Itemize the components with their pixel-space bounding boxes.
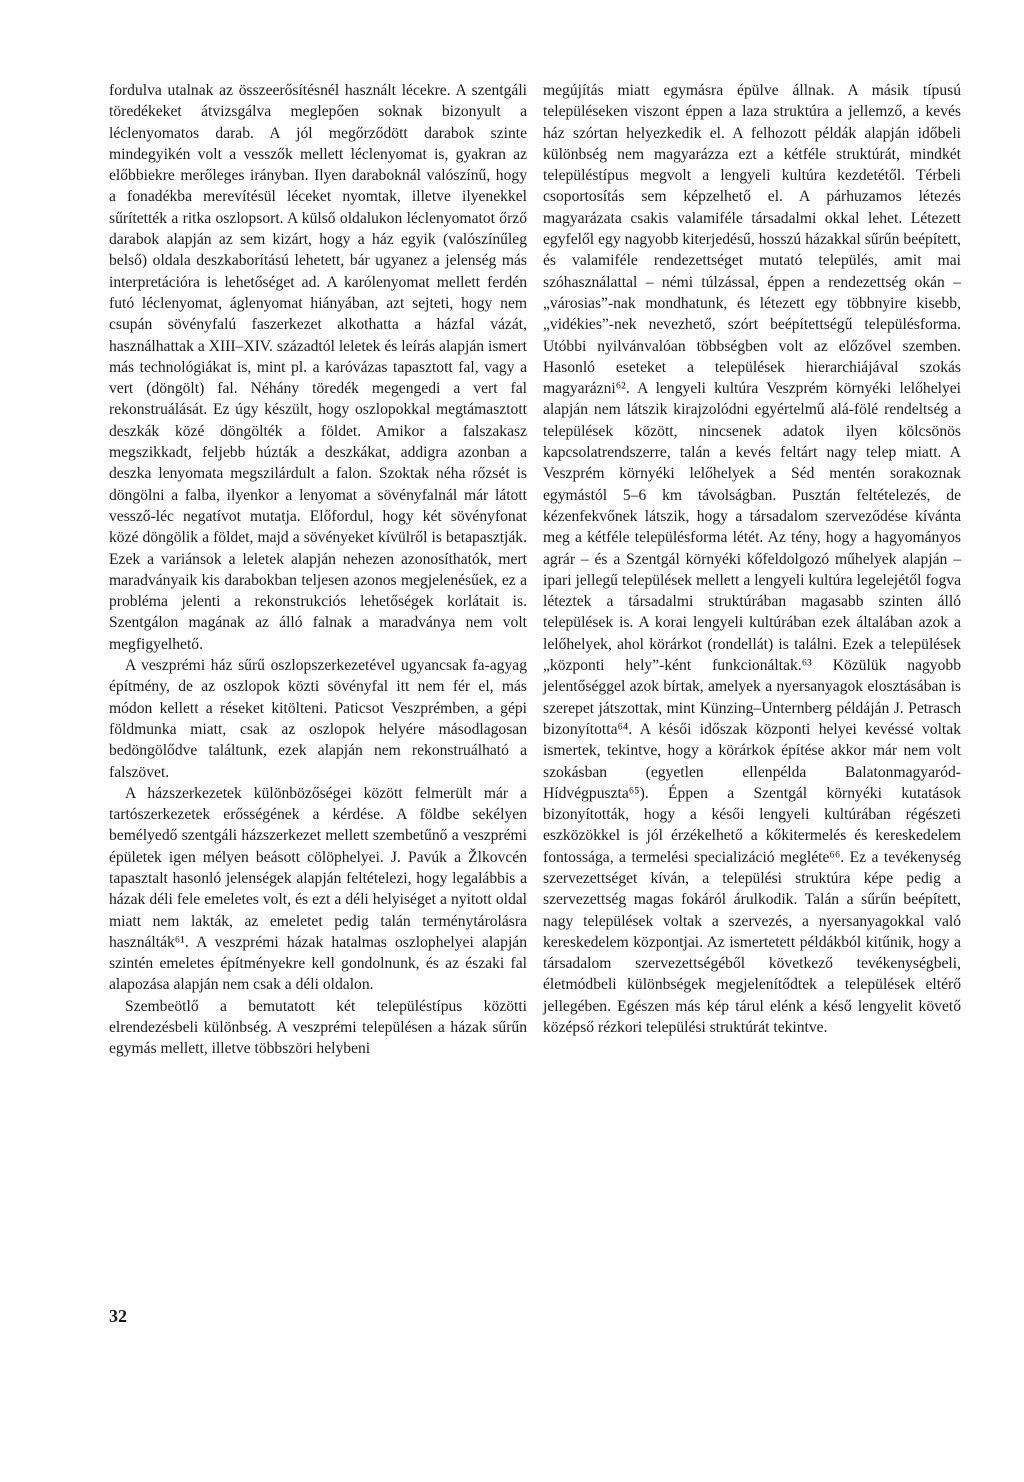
paragraph: Szembeötlő a bemutatott két településtípus közötti elrendezésbeli különbség. A veszprémi településen a házak sűrűn egymás mellett, illetve többszöri helybeni [109, 997, 527, 1058]
left-column [109, 80, 527, 1060]
paragraph: A házszerkezetek különbözőségei között felmerült már a tartószerkezetek erősségének a kérdése. A földbe sekélyen bemélyedő szentgáli házszerkezet mellett szembetűnő a veszprémi épületek igen mélyen beásott cölöphelyei. J. Pavúk a Žlkovcén tapasztalt hasonló jelenségek alapján feltételezi, hogy legalábbis a házak déli fele emeletes volt, és ezt a déli helyiséget a nyitott oldal miatt nem lakták, az emeletet pedig talán terménytárolásra használták⁶¹. A veszprémi házak hatalmas oszlophelyei alapján szintén emeletes építményekre kell gondolnunk, és az északi fal alapozása alapján nem csak a déli oldalon. [109, 784, 527, 994]
paragraph: A veszprémi ház sűrű oszlopszerkezetével ugyancsak fa-agyag építmény, de az oszlopok közti sövényfal itt nem fér el, más módon kellett a réseket kitölteni. Paticsot Veszprémben, a gépi földmunka miatt, csak az oszlopok helyére másodlagosan bedöngölődve találtunk, ezek alapján nem rekonstruálható a falszövet. [109, 657, 527, 781]
right-column [543, 80, 961, 1038]
page-number: 32 [109, 1306, 127, 1326]
paragraph: megújítás miatt egymásra épülve állnak. A másik típusú településeken viszont éppen a laza struktúra a jellemző, a kevés ház szórtan helyezkedik el. A felhozott példák alapján időbeli különbség nem magyarázza ezt a kétféle struktúrát, mindkét településtípus megvolt a lengyeli kultúra kezdetétől. Térbeli csoportosítás sem képzelhető el. A párhuzamos létezés magyarázata csakis valamiféle társadalmi okkal lehet. Létezett egyfelől egy nagyobb kiterjedésű, hosszú házakkal sűrűn beépített, és valamiféle rendezettséget mutató település, amit mai szóhasználattal – némi túlzással, éppen a rendezettség okán – „városias”-nak mondhatunk, és létezett egy többnyire kisebb, „vidékies”-nek nevezhető, szórt beépítettségű településforma. Utóbbi nyilvánvalóan többségben volt az előzővel szemben. Hasonló eseteket a települések hierarchiájával szokás magyarázni⁶². A lengyeli kultúra Veszprém környéki lelőhelyei alapján nem látszik kirajzolódni egyértelmű alá-fölé rendeltség a települések között, nincsenek adatok ilyen kölcsönös kapcsolatrendszerre, talán a kevés feltárt nagy telep miatt. A Veszprém környéki lelőhelyek a Séd mentén sorakoznak egymástól 5–6 km távolságban. Pusztán feltételezés, de kézenfekvőnek látszik, hogy a társadalom szerveződése kívánta meg a kétféle településforma létét. Az tény, hogy a hagyományos agrár – és a Szentgál környéki kőfeldolgozó műhelyek alapján – ipari jellegű települések mellett a lengyeli kultúra legelejétől fogva léteztek a társadalmi struktúrában magasabb szinten álló települések is. A korai lengyeli kultúrában ezek általában azok a lelőhelyek, ahol körárkot (rondellát) is találni. Ezek a települések „központi hely”-ként funkcionáltak.⁶³ Közülük nagyobb jelentőséggel azok bírtak, amelyek a nyersanyagok elosztásában is szerepet játszottak, mint Künzing–Unternberg példáján J. Petrasch bizonyította⁶⁴. A késői időszak központi helyei kevéssé voltak ismertek, tekintve, hogy a körárkok építése akkor már nem volt szokásban (egyetlen ellenpélda Balatonmagyaród-Hídvégpuszta⁶⁵). Éppen a Szentgál környéki kutatások bizonyították, hogy a késői lengyeli kultúrában régészeti eszközökkel is jól érzékelhető a kőkitermelés és kereskedelem fontossága, a termelési specializáció megléte⁶⁶. Ez a tevékenység szervezettséget kíván, a települési struktúra képe pedig a szervezettség magas fokáról árulkodik. Talán a sűrűn beépített, nagy települések voltak a szervezés, a nyersanyagokkal való kereskedelem központjai. Az ismertetett példákból kitűnik, hogy a társadalom szervezettségéből következő tevékenységbeli, életmódbeli különbségek megjelenítődtek a települések eltérő jellegében. Egészen más kép tárul elénk a késő lengyelit követő középső rézkori települési struktúrát tekintve. [543, 82, 961, 1037]
paragraph: fordulva utalnak az összeerősítésnél használt lécekre. A szentgáli töredékeket átvizsgálva meglepően soknak bizonyult a léclenyomatos darab. A jól megőrződött darabok szinte mindegyikén volt a vesszők mellett léclenyomat is, gyakran az előbbiekre merőleges irányban. Ilyen daraboknál valószínű, hogy a fonadékba merevítésül léceket nyomtak, illetve ilyenekkel sűrítették a ritka oszlopsort. A külső oldalukon léclenyomatot őrző darabok alapján az sem kizárt, hogy a ház egyik (valószínűleg belső) oldala deszkaborítású lehetett, bár ugyanez a jelenség más interpretációra is lehetőséget ad. A karólenyomat mellett ferdén futó léclenyomat, áglenyomat hiányában, azt sejteti, hogy nem csupán sövényfalú faszerkezet alkothatta a házfal vázát, használhattak a XIII–XIV. századtól leletek és leírás alapján ismert más technológiákat is, mint pl. a karóvázas tapasztott fal, vagy a vert (döngölt) fal. Néhány töredék megengedi a vert fal rekonstruálását. Ez úgy készült, hogy oszlopokkal megtámasztott deszkák közé döngölték a földet. Amikor a falszakasz megszikkadt, feljebb húzták a deszkákat, addigra azonban a deszka lenyomata megszilárdult a falon. Szoktak néha rőzsét is döngölni a falba, ilyenkor a lenyomat a sövényfalnál már látott vessző-léc negatívot mutatja. Előfordul, hogy két sövényfonat közé döngölik a földet, majd a sövényeket kívülről is betapasztják. Ezek a variánsok a leletek alapján nehezen azonosíthatók, mert maradványaik kis darabokban teljesen azonos megjelenésűek, ez a probléma jelenti a rekonstrukciós lehetőségek korlátait is. Szentgálon magának az álló falnak a maradványa nem volt megfigyelhető. [109, 82, 527, 653]
